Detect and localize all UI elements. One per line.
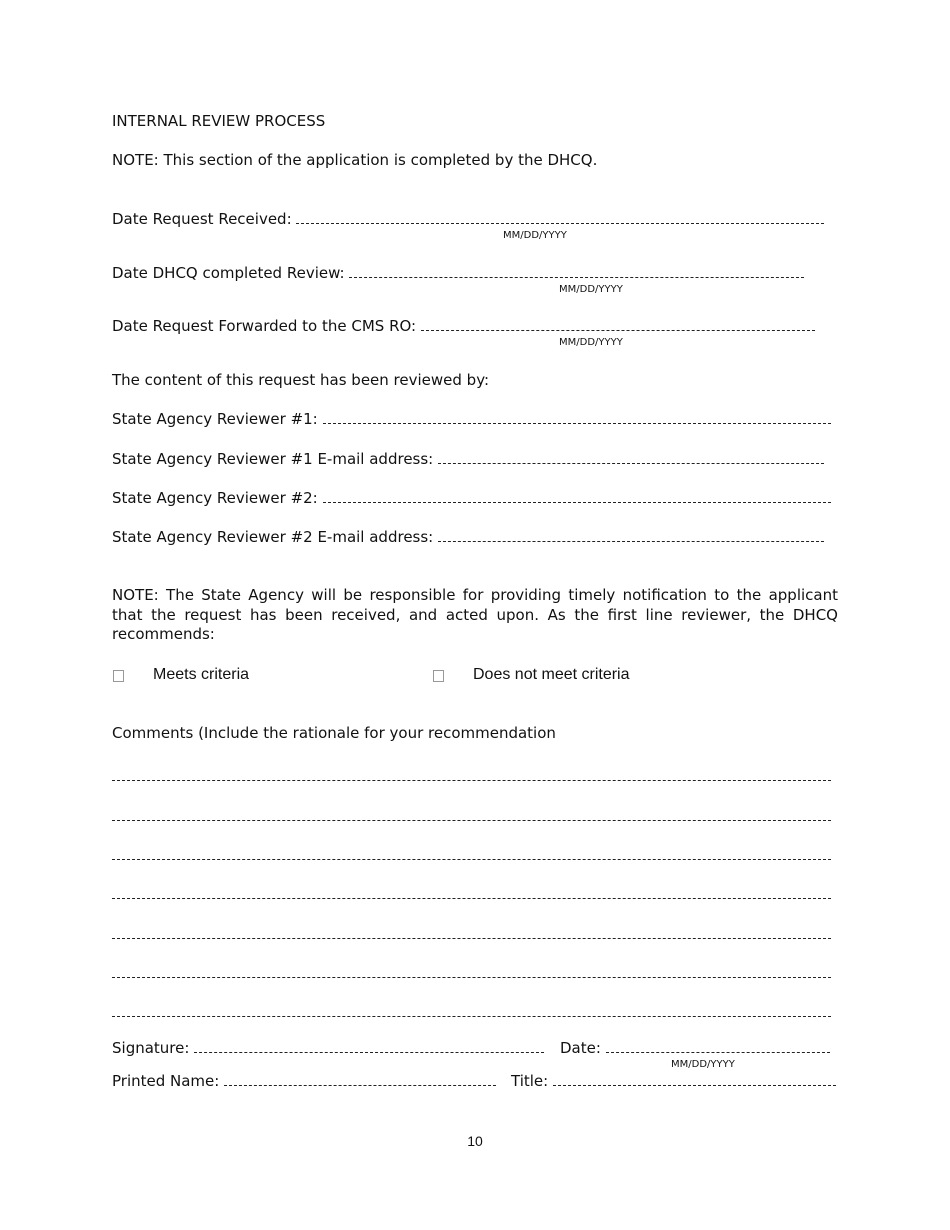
comment-line-3[interactable] — [112, 859, 831, 860]
comment-line-1[interactable] — [112, 780, 831, 781]
signature-label: Signature: — [112, 1039, 190, 1057]
title-label: Title: — [511, 1072, 549, 1090]
note-intro: NOTE: This section of the application is completed by the DHCQ. — [112, 151, 598, 169]
date-review-completed-field[interactable] — [349, 265, 804, 278]
signature-field[interactable] — [194, 1040, 544, 1053]
page-number: 10 — [467, 1133, 483, 1149]
reviewer1-label: State Agency Reviewer #1: — [112, 410, 318, 428]
not-meets-criteria-label: Does not meet criteria — [473, 666, 630, 683]
date-review-completed-label: Date DHCQ completed Review: — [112, 264, 345, 282]
not-meets-criteria-checkbox[interactable] — [433, 670, 444, 682]
reviewer1-field[interactable] — [323, 411, 831, 424]
comment-line-7[interactable] — [112, 1016, 831, 1017]
date-forwarded-label: Date Request Forwarded to the CMS RO: — [112, 317, 417, 335]
printed-name-field[interactable] — [224, 1073, 496, 1086]
date-received-field[interactable] — [296, 211, 824, 224]
date-forwarded-row — [112, 317, 815, 335]
date-received-hint: MM/DD/YYYY — [503, 230, 567, 241]
comment-line-4[interactable] — [112, 898, 831, 899]
reviewer2-row — [112, 489, 831, 507]
date-label: Date: — [560, 1039, 601, 1057]
reviewer1-email-field[interactable] — [438, 451, 824, 464]
signature-row — [112, 1039, 544, 1057]
reviewer1-row — [112, 410, 831, 428]
reviewer2-label: State Agency Reviewer #2: — [112, 489, 318, 507]
reviewer2-email-label: State Agency Reviewer #2 E-mail address: — [112, 528, 434, 546]
title-field[interactable] — [553, 1073, 836, 1086]
date-received-row — [112, 210, 824, 228]
comment-line-5[interactable] — [112, 938, 831, 939]
title-row — [511, 1072, 836, 1090]
comment-line-2[interactable] — [112, 820, 831, 821]
date-review-completed-hint: MM/DD/YYYY — [559, 284, 623, 295]
reviewer2-field[interactable] — [323, 490, 831, 503]
date-review-completed-row — [112, 264, 804, 282]
signature-date-hint: MM/DD/YYYY — [671, 1059, 735, 1070]
meets-criteria-checkbox[interactable] — [113, 670, 124, 682]
reviewer2-email-row — [112, 528, 824, 546]
meets-criteria-label: Meets criteria — [153, 666, 250, 683]
date-forwarded-hint: MM/DD/YYYY — [559, 337, 623, 348]
note-responsibility: NOTE: The State Agency will be responsible for providing timely notification to the applicant that the request has been received, and acted upon. As the first line reviewer, the DHCQ recommends: — [112, 586, 838, 643]
comment-line-6[interactable] — [112, 977, 831, 978]
section-title: INTERNAL REVIEW PROCESS — [112, 112, 326, 130]
reviewed-by-label: The content of this request has been reviewed by: — [112, 371, 490, 389]
date-field[interactable] — [606, 1040, 830, 1053]
date-forwarded-field[interactable] — [421, 318, 815, 331]
reviewer1-email-label: State Agency Reviewer #1 E-mail address: — [112, 450, 434, 468]
printed-name-label: Printed Name: — [112, 1072, 220, 1090]
reviewer2-email-field[interactable] — [438, 529, 824, 542]
date-received-label: Date Request Received: — [112, 210, 292, 228]
date-row — [560, 1039, 830, 1057]
comments-label: Comments (Include the rationale for your recommendation — [112, 724, 556, 742]
reviewer1-email-row — [112, 450, 824, 468]
printed-name-row — [112, 1072, 496, 1090]
